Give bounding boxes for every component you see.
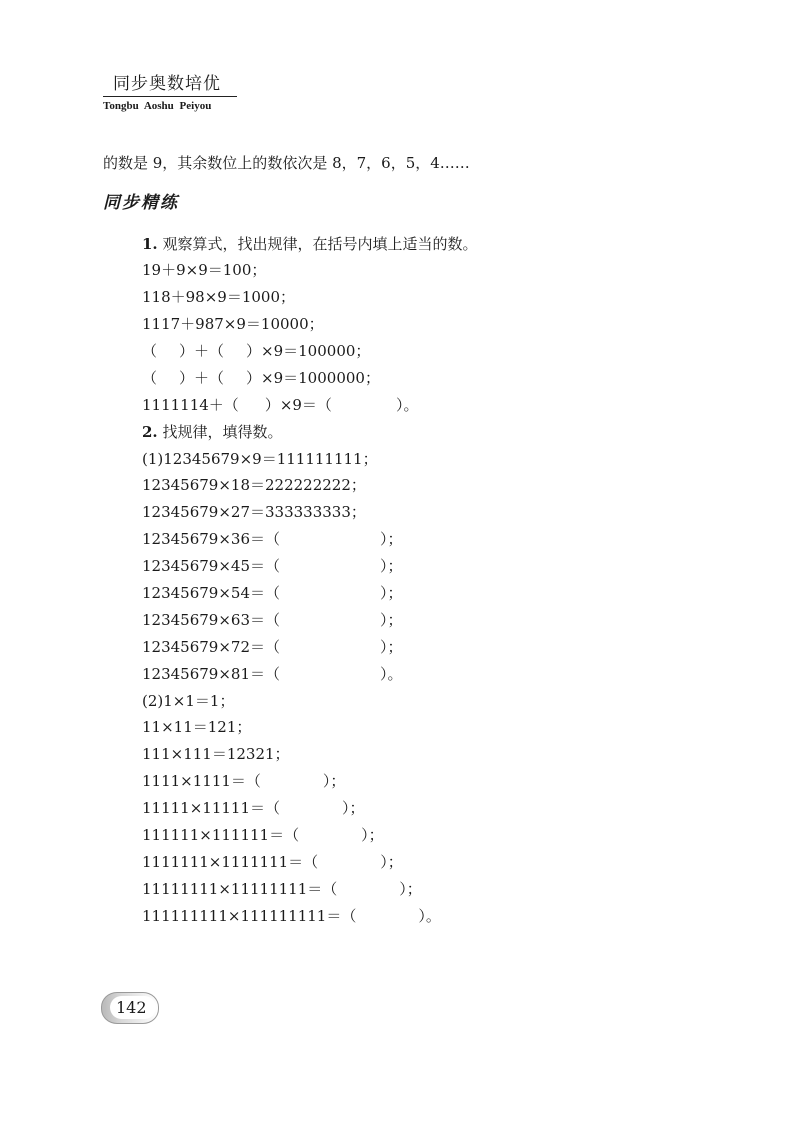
fill-in-line [142,905,441,927]
equation-line: 1117＋987×9＝10000； [142,315,324,333]
equation-part: 12345679×54＝（ [142,584,281,602]
header-rule [103,96,237,97]
fill-in-line [142,394,418,416]
fill-in-line [142,824,384,846]
equation-part: 11111×11111＝（ [142,799,281,817]
fill-in-line [142,367,380,389]
fill-in-line [142,663,403,685]
header-subtitle: Tongbu Aoshu Peiyou [103,100,212,112]
equation-part: 111111111×111111111＝（ [142,907,357,925]
equation-part: ）； [399,880,422,898]
equation-part: 1111×1111＝（ [142,772,261,790]
fill-in-line [142,636,403,658]
fill-in-line [142,340,370,362]
section-title: 同步精练 [103,193,179,213]
question-2-prompt [142,421,282,443]
fill-in-line [142,851,403,873]
equation-part: ）×9＝（ [264,396,332,414]
fill-in-line [142,555,403,577]
equation-part: 1111111×1111111＝（ [142,853,319,871]
equation-part: ）； [380,584,403,602]
fill-in-line [142,878,422,900]
equation-part: 12345679×72＝（ [142,638,281,656]
equation-line: 12345679×18＝222222222； [142,476,366,494]
page-number: 142 [116,998,147,1017]
equation-part: ）； [380,853,403,871]
equation-line: 12345679×27＝333333333； [142,503,366,521]
equation-part: 12345679×63＝（ [142,611,281,629]
equation-part: 12345679×45＝（ [142,557,281,575]
equation-part: ）×9＝1000000； [246,369,380,387]
equation-part: ）； [380,557,403,575]
equation-line: 19＋9×9＝100； [142,261,267,279]
question-2-text: 找规律，填得数。 [157,423,283,441]
equation-part: ）； [322,772,346,790]
fill-in-line [142,582,403,604]
equation-part: ）； [361,826,384,844]
equation-part: 12345679×36＝（ [142,530,281,548]
equation-part: ）。 [395,396,419,414]
equation-part: ）＋（ [179,369,225,387]
equation-part: ）×9＝100000； [246,342,371,360]
fill-in-line [142,528,403,550]
intro-text: 的数是 9，其余数位上的数依次是 8，7，6，5，4…… [103,154,470,172]
equation-line: 118＋98×9＝1000； [142,288,296,306]
question-1-prompt [142,233,477,255]
equation-part: ）＋（ [179,342,225,360]
question-1-number: 1. [142,235,158,253]
equation-line: (2)1×1＝1； [142,692,235,710]
equation-line: 11×11＝121； [142,718,252,736]
open-paren: （ [142,342,158,360]
fill-in-line [142,609,403,631]
equation-line: (1)12345679×9＝111111111； [142,450,378,468]
fill-in-line [142,770,345,792]
equation-line: 111×111＝12321； [142,745,290,763]
equation-part: ）； [380,530,403,548]
open-paren: （ [142,369,158,387]
equation-part: ）； [380,638,403,656]
fill-in-line [142,797,365,819]
equation-part: 11111111×11111111＝（ [142,880,338,898]
equation-part: 12345679×81＝（ [142,665,281,683]
equation-part: ）。 [380,665,403,683]
question-1-text: 观察算式，找出规律，在括号内填上适当的数。 [157,235,478,253]
question-2-number: 2. [142,423,158,441]
equation-part: ）； [380,611,403,629]
equation-part: 1111114＋（ [142,396,239,414]
header-title: 同步奥数培优 [113,74,221,94]
equation-part: 111111×111111＝（ [142,826,300,844]
equation-part: ）。 [418,907,441,925]
equation-part: ）； [342,799,365,817]
